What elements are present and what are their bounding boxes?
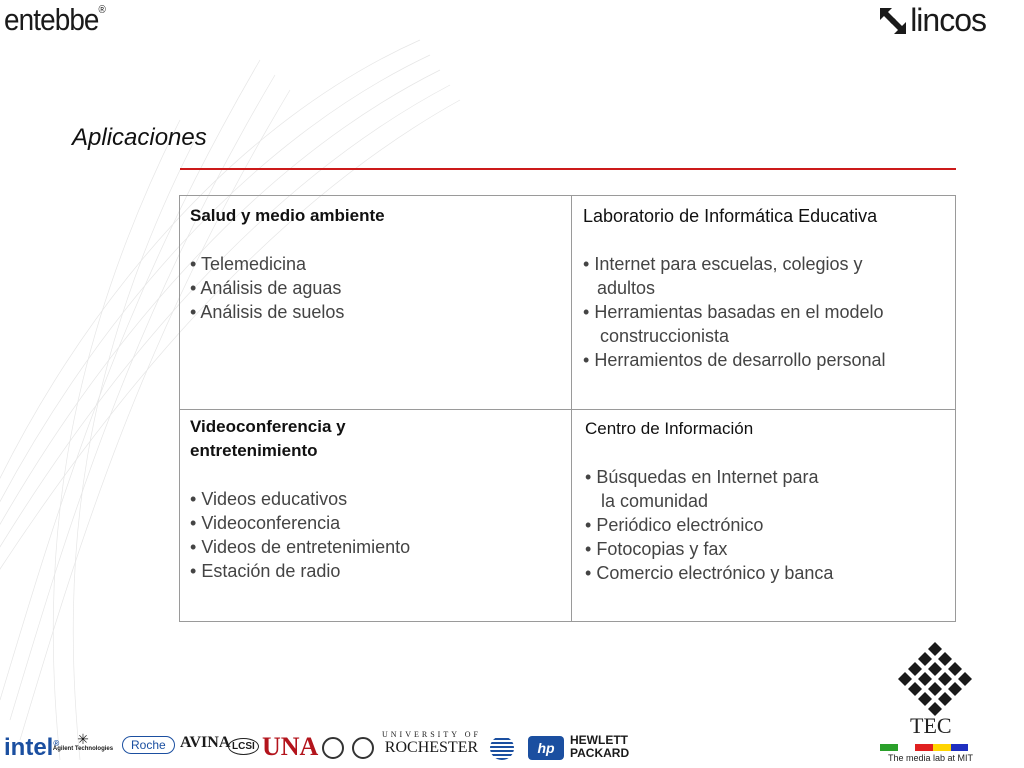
list-item: • Comercio electrónico y banca [585, 563, 834, 583]
rochester-logo: UNIVERSITY OF ROCHESTER [382, 730, 481, 756]
list-item: • Telemedicina [190, 254, 307, 274]
list-item: • Videos educativos [190, 489, 348, 509]
list-item: • Estación de radio [190, 561, 341, 581]
una-seal-icon [322, 737, 344, 759]
list-item: • Análisis de aguas [190, 278, 342, 298]
list-item: • Videoconferencia [190, 513, 341, 533]
hewlett-packard-logo: HEWLETT PACKARD [570, 733, 630, 760]
hp-logo: hp [528, 736, 564, 760]
table-horizontal-divider [179, 409, 956, 410]
intel-logo: intel® [4, 734, 60, 761]
list-item: • Periódico electrónico [585, 515, 764, 535]
list-item: • Herramientos de desarrollo personal [583, 350, 886, 370]
entebbe-logo: entebbe® [4, 2, 105, 37]
cell-heading: Centro de Información [585, 419, 754, 438]
list-item: • Búsquedas en Internet para la comunidad [585, 467, 819, 511]
color-swatch [880, 744, 898, 751]
list-item: • Videos de entretenimiento [190, 537, 411, 557]
cell-educational-lab [583, 204, 953, 372]
cell-videoconference [190, 415, 560, 583]
page-title: Aplicaciones [72, 124, 207, 151]
list-item: • Herramientas basadas en el modelo construccionista [583, 302, 884, 346]
color-swatch [968, 744, 986, 751]
media-lab-caption: The media lab at MIT [888, 753, 974, 763]
lincos-mark-icon [878, 6, 908, 36]
roche-logo: Roche [122, 736, 175, 754]
tec-label: TEC [910, 713, 952, 738]
agilent-star-icon: ✳ [77, 731, 89, 747]
cell-heading: Laboratorio de Informática Educativa [583, 206, 878, 226]
media-lab-colorbar [880, 744, 986, 751]
cell-information-center [585, 417, 955, 585]
color-swatch [951, 744, 969, 751]
avina-logo: AVINA [180, 734, 231, 751]
cell-health-environment [190, 204, 560, 324]
list-item: • Fotocopias y fax [585, 539, 728, 559]
color-swatch [915, 744, 933, 751]
lincos-logo: lincos [878, 2, 986, 39]
list-item: • Análisis de suelos [190, 302, 345, 322]
list-item: • Internet para escuelas, colegios y adultos [583, 254, 863, 298]
cell-heading: Videoconferencia y entretenimiento [190, 417, 346, 460]
lcsi-logo: LCSI [228, 738, 259, 755]
agilent-logo: ✳ Agilent Technologies [52, 731, 114, 752]
globe-logo-icon [490, 736, 514, 760]
color-swatch [933, 744, 951, 751]
title-divider [180, 168, 956, 170]
rochester-seal-icon [352, 737, 374, 759]
cell-heading: Salud y medio ambiente [190, 206, 385, 225]
sponsor-logos [0, 728, 880, 768]
color-swatch [898, 744, 916, 751]
una-logo: UNA [262, 732, 319, 761]
